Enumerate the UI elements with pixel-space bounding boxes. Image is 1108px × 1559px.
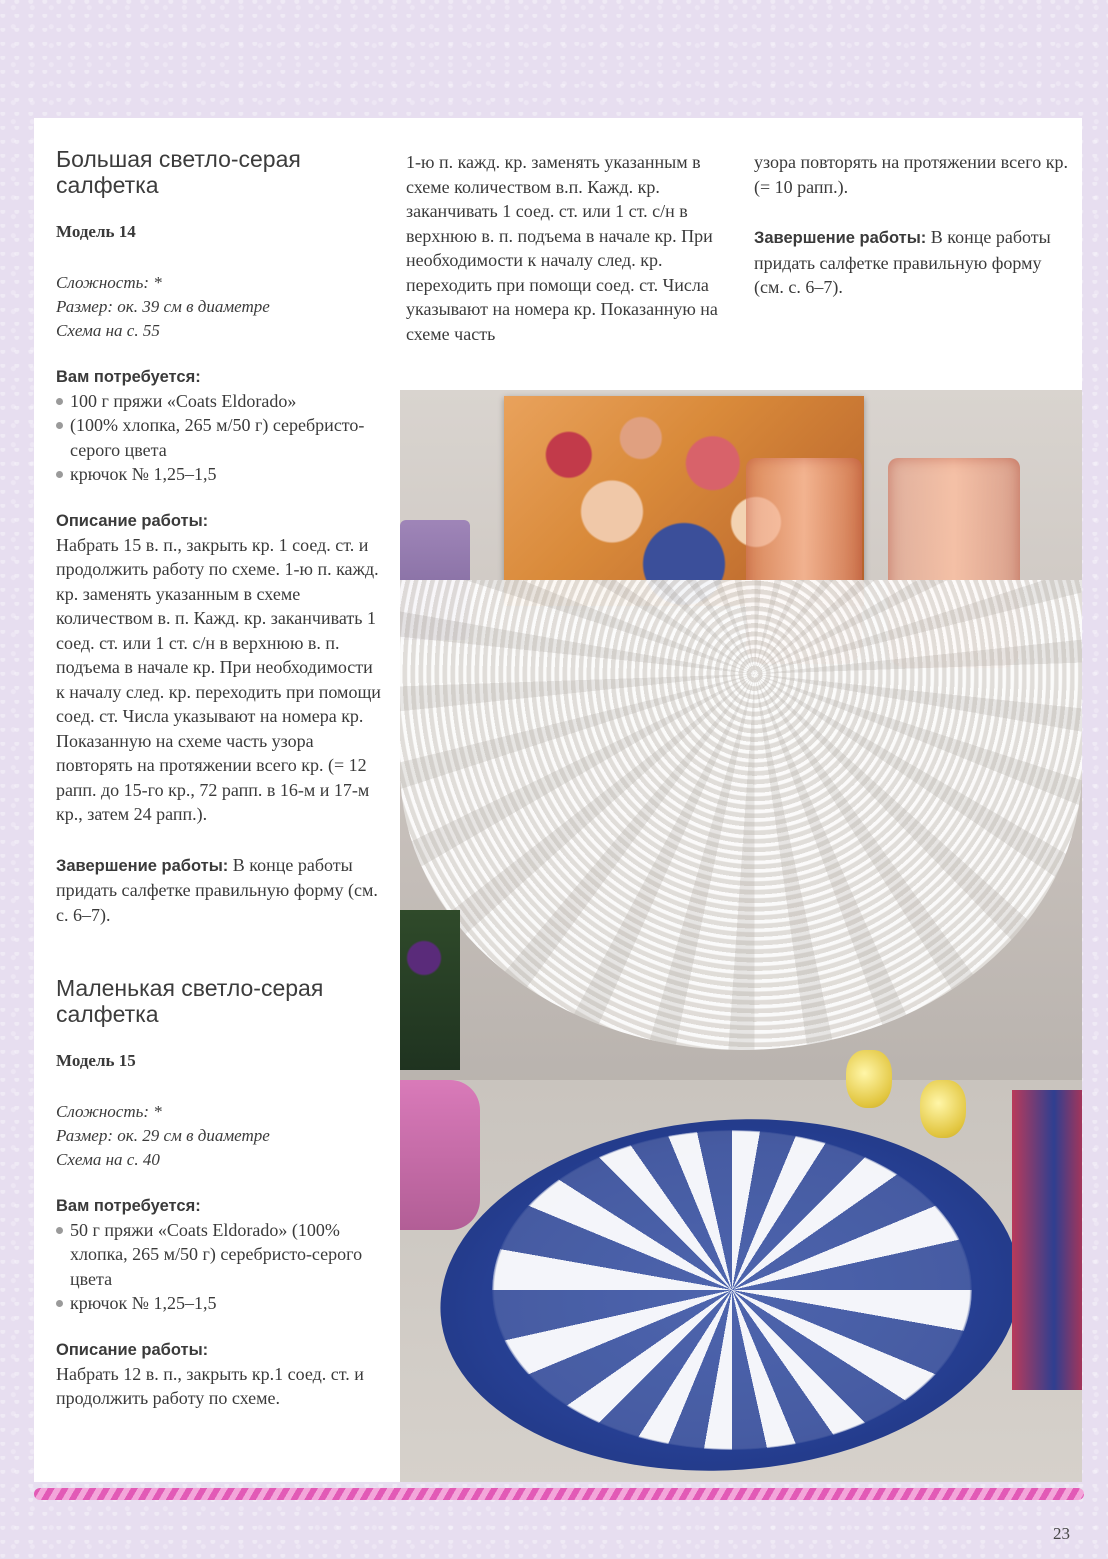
candy-wrapper [920,1080,966,1138]
pink-bowl [400,1080,480,1230]
model-15-meta [56,1100,386,1172]
finishing-text: В конце работы придать салфетке правильную форму (см. с. 6–7). [754,227,1051,297]
model-15-label: Модель 15 [56,1051,136,1070]
page-number: 23 [1053,1524,1070,1543]
list-item: крючок № 1,25–1,5 [56,1291,386,1316]
violet-plant [400,910,460,1070]
difficulty-line: Сложность: * [56,272,162,292]
materials-list [56,1218,386,1316]
instructions-heading: Описание работы: [56,511,209,530]
instructions-heading: Описание работы: [56,1340,209,1359]
instructions-continued: узора повторять на протяжении всего кр. (= 10 рапп.). [754,152,1068,197]
small-doily-image [492,1130,972,1450]
difficulty-line: Сложность: * [56,1101,162,1121]
instructions-continued: 1-ю п. кажд. кр. заменять указанным в схеме количеством в.п. Кажд. кр. заканчивать 1 соед. ст. или 1 ст. с/н в верхнюю в. п. подъема в начале кр. При необходимости к началу след. кр. переходить при помощи соед. ст. Числа указывают на номера кр. Показанную на схеме часть [406,152,718,344]
finishing-paragraph [56,853,386,928]
napkin-stack [1012,1090,1082,1390]
heading-large-doily: Большая светло-серая салфетка [56,146,301,198]
size-line: Размер: ок. 39 см в диаметре [56,296,270,316]
finishing-paragraph [754,225,1074,300]
finishing-label: Завершение работы: [56,856,229,875]
photo-upper-scene [400,390,1082,1090]
model-14-label: Модель 14 [56,222,136,241]
list-item: крючок № 1,25–1,5 [56,462,386,487]
decorative-cord [34,1488,1084,1500]
finishing-text: В конце работы придать салфетке правильную форму (см. с. 6–7). [56,854,378,925]
model-14-meta [56,271,386,343]
instructions-text: Набрать 15 в. п., закрыть кр. 1 соед. ст. и продолжить работу по схеме. 1-ю п. кажд. кр. заменять указанным в схеме количеством в. п. Кажд. кр. заканчивать 1 соед. ст. или 1 ст. с/н в верхнюю в. п. подъема в начале кр. При необходимости к началу след. кр. переходить при помощи соед. ст. Числа указывают на номера кр. Показанную на схеме часть узора повторять на протяжении всего кр. (= 12 рапп. до 15-го кр., 72 рапп. в 16-м и 17-м кр., затем 24 рапп.). [56,534,381,824]
column-right [754,150,1074,300]
list-item: (100% хлопка, 265 м/50 г) серебристо-серого цвета [56,413,386,462]
scheme-line: Схема на с. 40 [56,1149,160,1169]
column-left [56,146,386,1411]
list-item: 50 г пряжи «Coats Eldorado» (100% хлопка, 265 м/50 г) серебристо-серого цвета [56,1218,386,1292]
doily-photo [400,390,1082,1482]
large-doily-image [400,580,1082,1050]
scheme-line: Схема на с. 55 [56,320,160,340]
heading-small-doily: Маленькая светло-серая салфетка [56,975,324,1027]
column-middle [406,150,742,346]
finishing-label: Завершение работы: [754,229,927,247]
materials-heading: Вам потребуется: [56,367,201,386]
list-item: 100 г пряжи «Coats Eldorado» [56,389,386,414]
photo-lower-scene [400,1080,1082,1482]
size-line: Размер: ок. 29 см в диаметре [56,1125,270,1145]
materials-list [56,389,386,487]
materials-heading: Вам потребуется: [56,1196,201,1215]
candy-wrapper [846,1050,892,1108]
instructions-text: Набрать 12 в. п., закрыть кр.1 соед. ст. и продолжить работу по схеме. [56,1363,364,1408]
